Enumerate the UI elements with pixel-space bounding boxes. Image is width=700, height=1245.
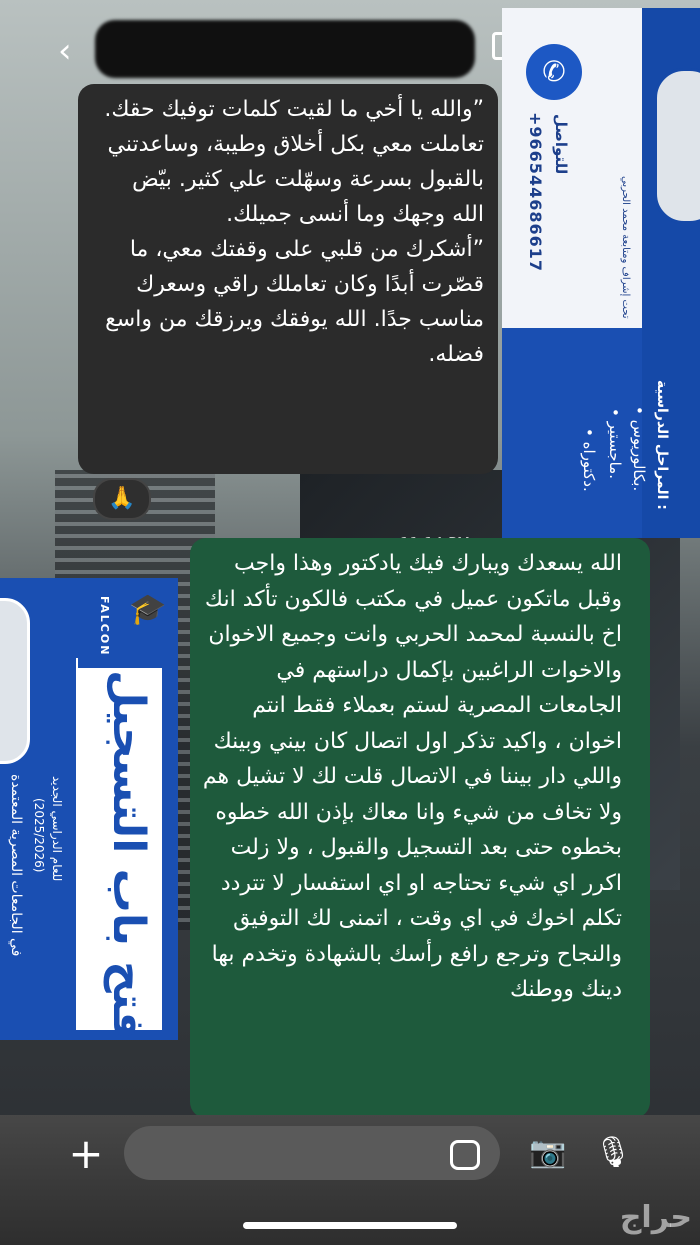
outgoing-message-text: الله يسعدك ويبارك فيك يادكتور وهذا واجب وقبل ماتكون عميل في مكتب فالكون تأكد انك اخ بالنسبة لمحمد الحربي وانت وجميع الاخوان والاخوات الراغبين بإكمال دراستهم في الجامعات المصرية لستم بعملاء فقط انتم اخوان ، واكيد تذكر اول اتصال كان بيني وبينك واللي دار بيننا في الاتصال قلت لك لا تشيل هم ولا تخاف من شيء وانا معاك بإذن الله خطوه بخطوه حتى بعد التسجيل والقبول ، ولا زلت اكرر اي شيء تحتاجه او اي استفسار لا تتردد تكلم اخوك في اي وقت ، اتمنى لك التوفيق والنجاح وترجع رافع رأسك بالشهادة وتخدم بها دينك ووطنك — [195, 551, 622, 1002]
flyer-phone-number: +966544686617 — [526, 112, 545, 272]
flyer-stage-phd: • دكتوراه. — [580, 428, 598, 492]
plus-icon[interactable]: + — [68, 1129, 104, 1178]
flyer-image-registration[interactable] — [0, 578, 178, 1040]
flyer-photo — [654, 68, 700, 224]
home-indicator[interactable] — [243, 1222, 457, 1229]
flyer-contact-label: للتواصل — [552, 114, 570, 175]
flyer-year-label: للعام الدراسي الجديد — [50, 776, 64, 882]
redacted-contact-name — [95, 20, 475, 78]
sticker-icon[interactable] — [450, 1140, 480, 1170]
outgoing-message[interactable] — [190, 538, 650, 1118]
camera-icon[interactable]: 📷 — [529, 1135, 567, 1170]
graduation-cap-icon: 🎓 — [129, 592, 167, 627]
flyer-image-contact[interactable] — [502, 8, 700, 538]
flyer-stages-title: المراحل الدراسية : — [654, 380, 670, 510]
phone-icon: ✆ — [526, 44, 582, 100]
flyer-photo — [0, 598, 30, 764]
incoming-message[interactable] — [78, 84, 498, 474]
flyer-headline: فتح باب التسجيل — [103, 670, 154, 1040]
back-chevron-icon[interactable]: ‹ — [58, 31, 72, 71]
message-input[interactable] — [124, 1126, 500, 1180]
flyer-years: (2025/2026) — [32, 798, 46, 873]
flyer-stage-bachelor: • بكالوريوس. — [630, 406, 648, 492]
flyer-universities: في الجامعات المصرية المعتمدة — [8, 774, 24, 957]
flyer-stage-master: • ماجستير. — [606, 408, 624, 479]
incoming-message-text: ”والله يا أخي ما لقيت كلمات توفيك حقك. تعاملت معي بكل أخلاق وطيبة، وساعدتني بالقبول بسرعة وسهّلت علي كثير. بيّض الله وجهك وما أنسى جميلك. ”أشكرك من قلبي على وقفتك معي، ما قصّرت أبدًا وكان تعاملك راقي وسعرك مناسب جدًا. الله يوفقك ويرزقك من واسع فضله. — [104, 97, 484, 367]
flyer-brand: FALCON — [98, 596, 111, 657]
flyer-supervision: تحت إشراف ومتابعة محمد الحربي — [620, 176, 631, 319]
reaction-badge[interactable]: 🙏 — [93, 478, 151, 520]
watermark-logo: حراج — [619, 1200, 692, 1235]
microphone-icon[interactable]: 🎙 — [594, 1135, 633, 1170]
